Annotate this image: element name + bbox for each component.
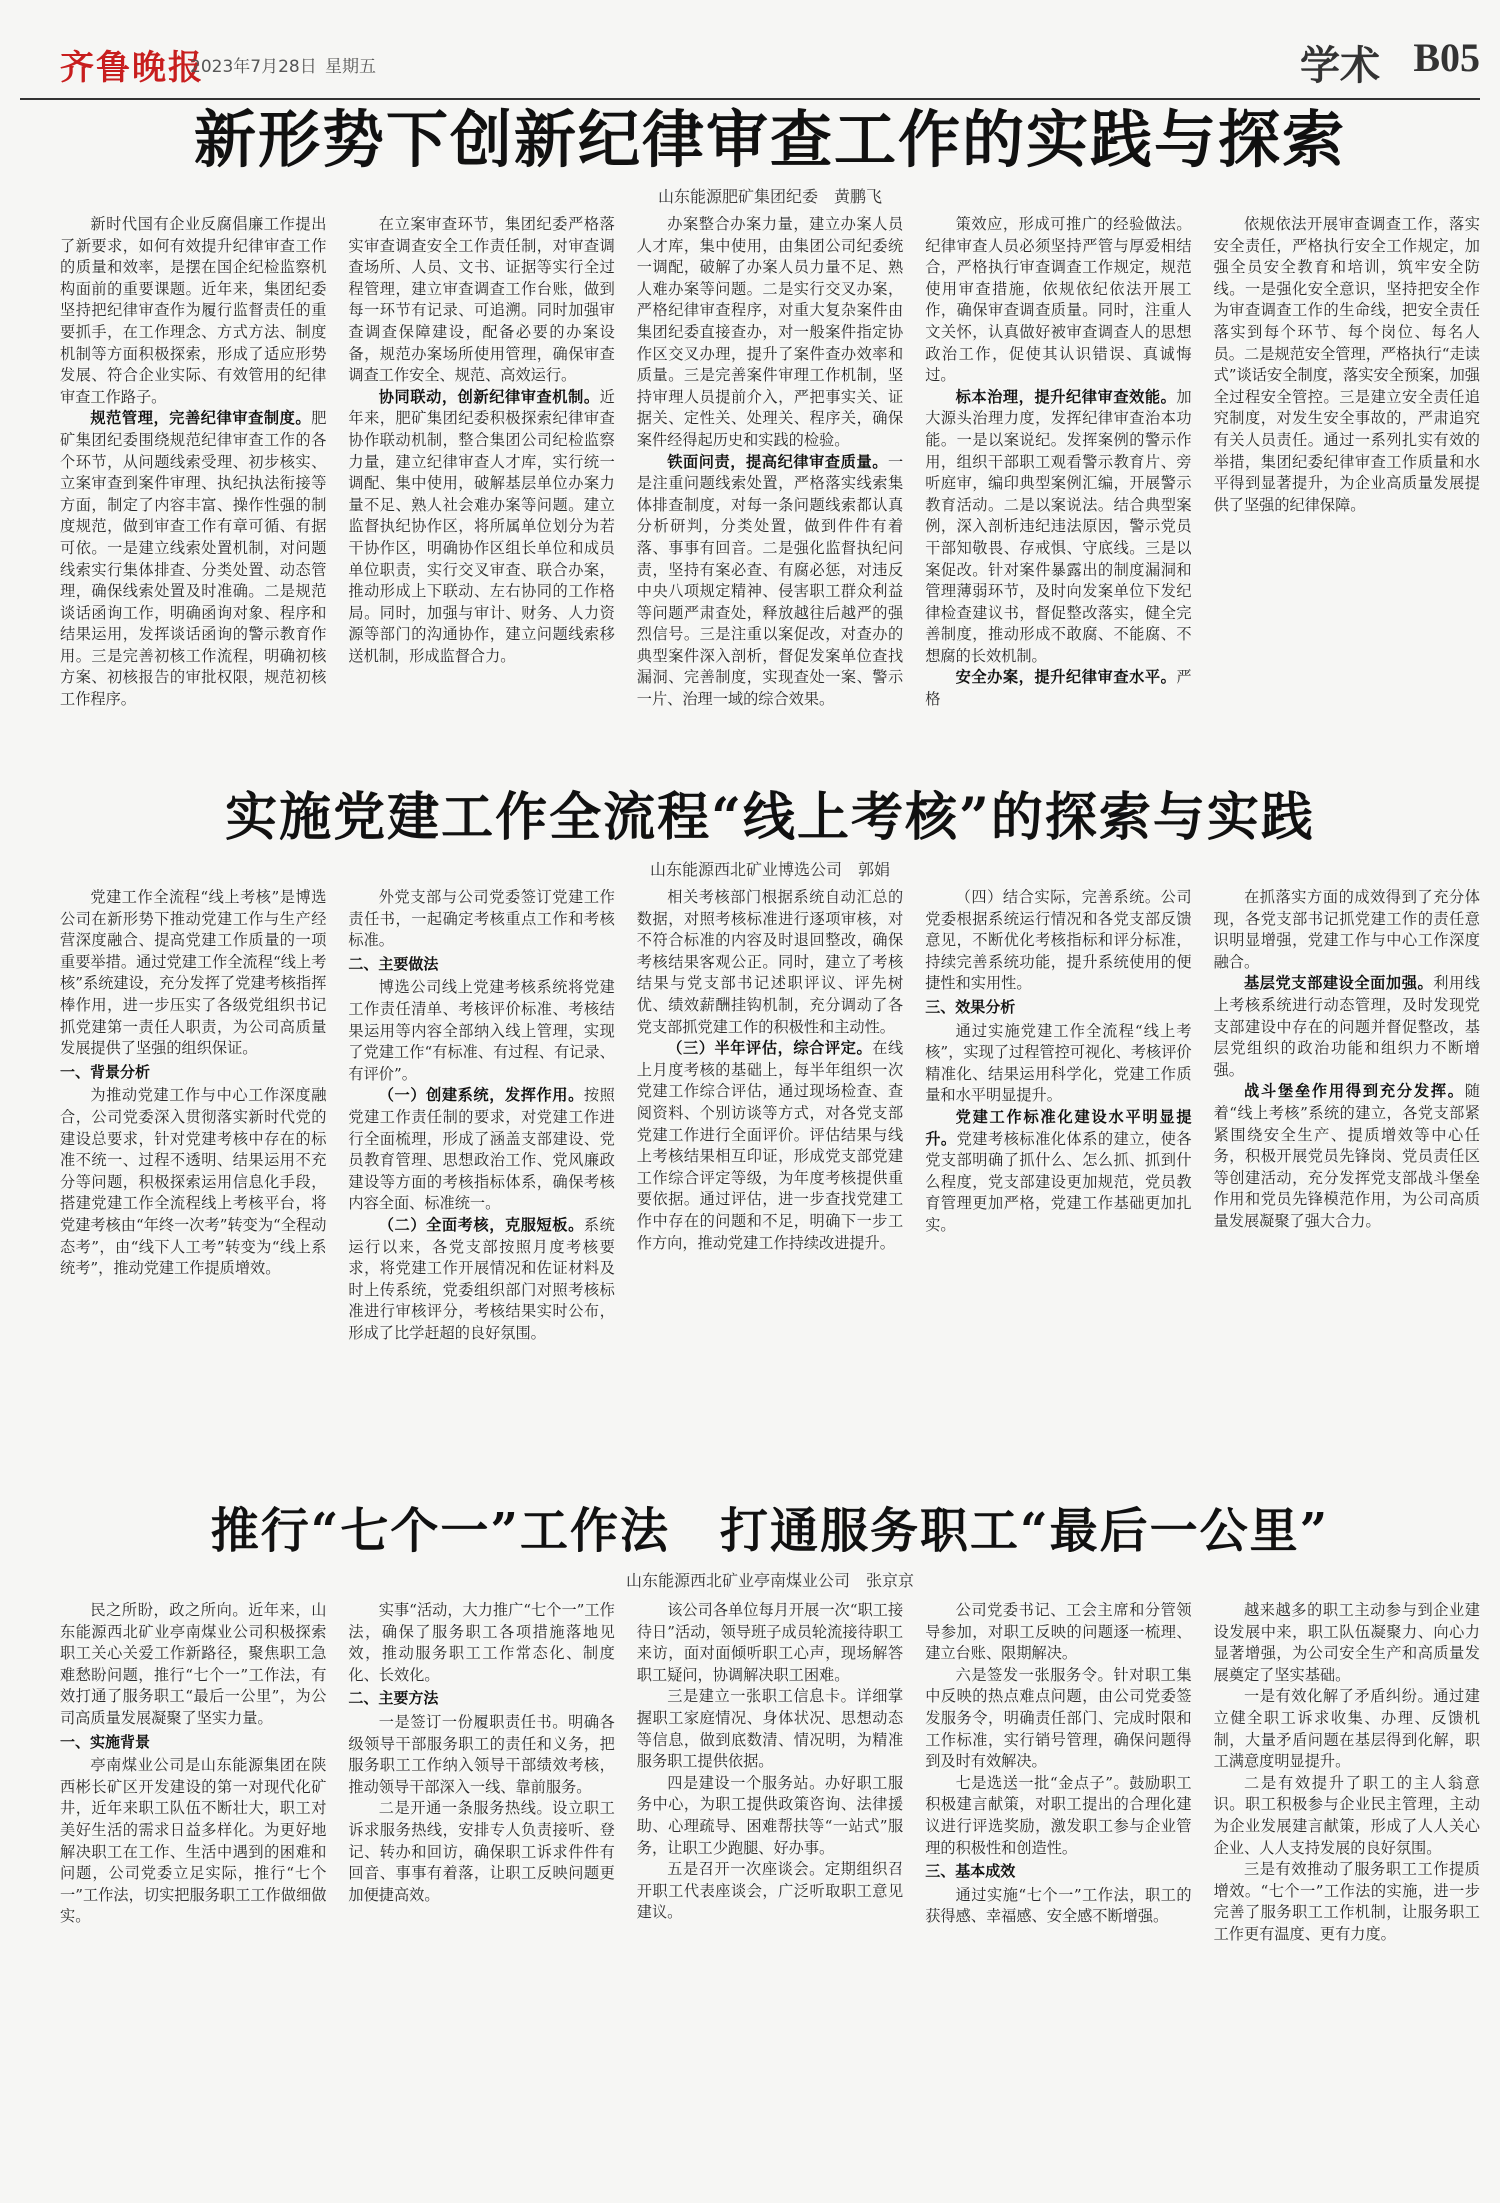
article-columns — [60, 1600, 1480, 2190]
paragraph — [637, 1600, 903, 1686]
paragraph — [60, 1600, 326, 1730]
paragraph-body: 越来越多的职工主动参与到企业建设发展中来，职工队伍凝聚力、向心力显著增强，为公司安全生产和高质量发展奠定了坚实基础。 — [1213, 1601, 1480, 1684]
paragraph — [1214, 214, 1480, 516]
text-column — [1214, 214, 1480, 874]
paragraph-body: 三是有效推动了服务职工工作提质增效。“七个一”工作法的实施，进一步完善了服务职工工作机制，让服务职工工作更有温度、更有力度。 — [1213, 1860, 1480, 1943]
article-columns — [60, 214, 1480, 874]
paragraph — [637, 1859, 903, 1924]
paragraph-body: 七是选送一批“金点子”。鼓励职工积极建言献策，对职工提出的合理化建议进行评选奖励，激发职工参与企业管理的积极性和创造性。 — [925, 1773, 1192, 1857]
paragraph-lead: （一）创建系统，发挥作用。 — [378, 1086, 584, 1105]
paragraph-lead: 基层党支部建设全面加强。 — [1243, 974, 1434, 993]
paragraph-lead: 规范管理，完善纪律审查制度。 — [90, 409, 312, 428]
paragraph-lead: （三）半年评估，综合评定。 — [667, 1039, 873, 1058]
paragraph — [348, 1798, 614, 1906]
paragraph — [637, 887, 903, 1038]
section-heading: 二、主要方法 — [348, 1689, 439, 1708]
paragraph-body: 党建工作全流程“线上考核”是博选公司在新形势下推动党建工作与生产经营深度融合、提高党建工作质量的一项重要举措。通过党建工作全流程“线上考核”系统建设，充分发挥了党建考核指挥棒作用，进一步压实了各级党组织书记抓党建第一责任人职责，为公司高质量发展提供了坚强的组织保证。 — [60, 888, 327, 1058]
paragraph — [1214, 1686, 1480, 1772]
paragraph — [925, 214, 1191, 387]
article-byline: 山东能源西北矿业博选公司 郭娟 — [649, 860, 890, 879]
text-column — [925, 887, 1191, 1467]
paragraph-body: 博选公司线上党建考核系统将党建工作责任清单、考核评价标准、考核结果运用等内容全部纳入线上管理，实现了党建工作“有标准、有过程、有记录、有评价”。 — [348, 978, 615, 1083]
text-column — [348, 1600, 614, 2190]
paragraph — [925, 1107, 1191, 1237]
article-online-assessment — [60, 785, 1480, 1485]
paragraph — [348, 387, 614, 668]
paragraph — [60, 1085, 326, 1279]
paragraph-body: 系统运行以来，各党支部按照月度考核要求，将党建工作开展情况和佐证材料及时上传系统，党委组织部门对照考核标准进行审核评分，考核结果实时公布，形成了比学赶超的良好氛围。 — [348, 1215, 615, 1342]
paragraph — [925, 1885, 1191, 1928]
paragraph — [348, 1215, 614, 1345]
paragraph — [925, 1021, 1191, 1107]
section-name: 学术 — [1300, 42, 1380, 89]
paragraph-body: 实事“活动，大力推广“七个一”工作法，确保了服务职工各项措施落地见效，推动服务职工工作常态化、制度化、长效化。 — [348, 1601, 615, 1684]
paragraph — [348, 1085, 614, 1215]
paragraph-body: 党建考核标准化体系的建立，使各党支部明确了抓什么、怎么抓、抓到什么程度，党支部建设更加规范，党员教育管理更加严格，党建工作基础更加扎实。 — [925, 1129, 1192, 1234]
paragraph-lead: 标本治理，提升纪律审查效能。 — [955, 387, 1177, 406]
paragraph — [925, 1600, 1191, 1665]
paragraph-body: 三是建立一张职工信息卡。详细掌握职工家庭情况、身体状况、思想动态等信息，做到底数清、情况明，为精准服务职工提供依据。 — [636, 1687, 904, 1771]
paragraph — [1214, 973, 1480, 1081]
paragraph-body: 一是有效化解了矛盾纠纷。通过建立健全职工诉求收集、办理、反馈机制，大量矛盾问题在基层得到化解，职工满意度明显提升。 — [1213, 1687, 1480, 1771]
paragraph — [348, 214, 614, 387]
paragraph — [60, 887, 326, 1060]
paragraph-body: 公司党委书记、工会主席和分管领导参加，对职工反映的问题逐一梳理、建立台账、限期解决。 — [925, 1601, 1192, 1663]
paragraph-body: （四）结合实际，完善系统。公司党委根据系统运行情况和各党支部反馈意见，不断优化考核指标和评分标准，持续完善系统功能，提升系统使用的便捷性和实用性。 — [925, 888, 1192, 993]
article-headline: 新形势下创新纪律审查工作的实践与探索 — [193, 103, 1346, 176]
section-heading: 二、主要做法 — [348, 954, 439, 973]
article-byline: 山东能源西北矿业亭南煤业公司 张京京 — [625, 1571, 914, 1590]
section-heading: 一、实施背景 — [60, 1732, 151, 1751]
text-column — [60, 887, 326, 1467]
text-column — [637, 1600, 903, 2190]
paragraph — [637, 452, 903, 711]
paragraph-body: 在线上月度考核的基础上，每半年组织一次党建工作综合评估，通过现场检查、查阅资料、个别访谈等方式，对各党支部党建工作进行全面评价。评估结果与线上考核结果相互印证，形成党支部党建工作综合评定等级，为年度考核提供重要依据。通过评估，进一步查找党建工作中存在的问题和不足，明确下一步工作方向，推动党建工作持续改进提升。 — [636, 1039, 904, 1252]
issue-date: 2023年7月28日 — [190, 57, 317, 77]
article-headline: 实施党建工作全流程“线上考核”的探索与实践 — [225, 787, 1315, 848]
paragraph — [925, 387, 1191, 668]
paragraph-body: 随着“线上考核”系统的建立，各党支部紧紧围绕安全生产、提质增效等中心任务，积极开展党员先锋岗、党员责任区等创建活动，充分发挥党支部战斗堡垒作用和党员先锋模范作用，为公司高质量发展凝聚了强大合力。 — [1213, 1082, 1480, 1230]
section-heading: 三、效果分析 — [925, 997, 1016, 1016]
paragraph-body: 为推动党建工作与中心工作深度融合，公司党委深入贯彻落实新时代党的建设总要求，针对党建考核中存在的标准不统一、过程不透明、结果运用不充分等问题，积极探索运用信息化手段，搭建党建工作全流程线上考核平台，将党建考核由“年终一次考”转变为“全程动态考”，由“线下人工考”转变为“线上系统考”，推动党建工作提质增效。 — [60, 1086, 327, 1278]
masthead-logo: 齐鲁晚报 — [60, 48, 204, 88]
paragraph-body: 二是有效提升了职工的主人翁意识。职工积极参与企业民主管理，主动为企业发展建言献策，形成了人人关心企业、人人支持发展的良好氛围。 — [1213, 1773, 1480, 1857]
paragraph-body: 亭南煤业公司是山东能源集团在陕西彬长矿区开发建设的第一对现代化矿井，近年来职工队伍不断壮大，职工对美好生活的需求日益多样化。为更好地解决职工在工作、生活中遇到的困难和问题，公司党委立足实际，推行“七个一”工作法，切实把服务职工工作做细做实。 — [60, 1756, 327, 1926]
paragraph-body: 六是签发一张服务令。针对职工集中反映的热点难点问题，由公司党委签发服务令，明确责任部门、完成时限和工作标准，实行销号管理，确保问题得到及时有效解决。 — [925, 1665, 1192, 1771]
paragraph-body: 在抓落实方面的成效得到了充分体现，各党支部书记抓党建工作的责任意识明显增强，党建工作与中心工作深度融合。 — [1213, 888, 1480, 971]
paragraph-lead: 安全办案，提升纪律审查水平。 — [955, 668, 1177, 687]
paragraph-body: 策效应，形成可推广的经验做法。纪律审查人员必须坚持严管与厚爱相结合，严格执行审查调查工作规定，规范使用审查措施，依规依纪依法开展工作，确保审查调查质量。同时，注重人文关怀，认真做好被审查调查人的思想政治工作，促使其认识错误、真诚悔过。 — [925, 215, 1192, 385]
paragraph-body: 通过实施“七个一”工作法，职工的获得感、幸福感、安全感不断增强。 — [925, 1885, 1192, 1926]
paragraph-body: 一是注重问题线索处置，严格落实线索集体排查制度，对每一条问题线索都认真分析研判，分类处置，做到件件有着落、事事有回音。二是强化监督执纪问责，坚持有案必查、有腐必惩，对违反中央八项规定精神、侵害职工群众利益等问题严肃查处，释放越往后越严的强烈信号。三是注重以案促改，对查办的典型案件深入剖析，督促发案单位查找漏洞、完善制度，实现查处一案、警示一片、治理一域的综合效果。 — [636, 452, 904, 709]
paragraph-lead: （二）全面考核，克服短板。 — [378, 1215, 584, 1234]
paragraph — [1214, 1081, 1480, 1232]
paragraph-body: 加大源头治理力度，发挥纪律审查治本功能。一是以案说纪。发挥案例的警示作用，组织干部职工观看警示教育片、旁听庭审，编印典型案例汇编，开展警示教育活动。二是以案说法。结合典型案例，深入剖析违纪违法原因，警示党员干部知敬畏、存戒惧、守底线。三是以案促改。针对案件暴露出的制度漏洞和管理薄弱环节，及时向发案单位下发纪律检查建议书，督促整改落实，健全完善制度，推动形成不敢腐、不能腐、不想腐的长效机制。 — [925, 387, 1192, 665]
text-column — [60, 1600, 326, 2190]
text-column — [637, 214, 903, 874]
text-column — [1214, 1600, 1480, 2190]
paragraph — [348, 977, 614, 1085]
paragraph — [637, 1686, 903, 1772]
text-column — [1214, 887, 1480, 1467]
paragraph — [637, 1038, 903, 1254]
paragraph — [1214, 1859, 1480, 1945]
paragraph-body: 该公司各单位每月开展一次“职工接待日”活动，领导班子成员轮流接待职工来访，面对面倾听职工心声，现场解答职工疑问，协调解决职工困难。 — [636, 1601, 904, 1684]
text-column — [925, 214, 1191, 874]
paragraph-lead: 党建工作标准化建设水平明显提升。 — [925, 1107, 1192, 1148]
paragraph — [348, 887, 614, 952]
article-discipline-review — [60, 102, 1480, 792]
paragraph — [637, 214, 903, 452]
paragraph — [1214, 887, 1480, 973]
paragraph — [925, 1665, 1191, 1773]
paragraph-body: 办案整合办案力量，建立办案人员人才库，集中使用，由集团公司纪委统一调配，破解了办案人员力量不足、熟人难办案等问题。二是实行交叉办案，严格纪律审查程序，对重大复杂案件由集团纪委直接查办，对一般案件指定协作区交叉办理，提升了案件查办效率和质量。三是完善案件审理工作机制，坚持审理人员提前介入，严把事实关、证据关、定性关、处理关、程序关，确保案件经得起历史和实践的检验。 — [636, 215, 904, 449]
article-headline: 推行“七个一”工作法 打通服务职工“最后一公里” — [210, 1503, 1330, 1559]
paragraph-body: 二是开通一条服务热线。设立职工诉求服务热线，安排专人负责接听、登记、转办和回访，确保职工诉求件件有回音、事事有着落，让职工反映问题更加便捷高效。 — [348, 1799, 615, 1904]
article-columns — [60, 887, 1480, 1467]
paragraph — [60, 1755, 326, 1928]
paragraph-body: 四是建设一个服务站。办好职工服务中心，为职工提供政策咨询、法律援助、心理疏导、困难帮扶等“一站式”服务，让职工少跑腿、好办事。 — [636, 1773, 904, 1857]
text-column — [348, 887, 614, 1467]
paragraph-body: 一是签订一份履职责任书。明确各级领导干部服务职工的责任和义务，把服务职工工作纳入领导干部绩效考核，推动领导干部深入一线、靠前服务。 — [348, 1712, 615, 1796]
paragraph-body: 民之所盼，政之所向。近年来，山东能源西北矿业亭南煤业公司积极探索职工关心关爱工作新路径，聚焦职工急难愁盼问题，推行“七个一”工作法，有效打通了服务职工“最后一公里”，为公司高质量发展凝聚了坚实力量。 — [60, 1601, 327, 1727]
paragraph — [348, 1712, 614, 1798]
paragraph-body: 按照党建工作责任制的要求，对党建工作进行全面梳理，形成了涵盖支部建设、党员教育管理、思想政治工作、党风廉政建设等方面的考核指标体系，确保考核内容全面、标准统一。 — [348, 1086, 615, 1213]
paragraph-lead: 战斗堡垒作用得到充分发挥。 — [1243, 1082, 1465, 1101]
section-heading: 三、基本成效 — [925, 1862, 1016, 1881]
paragraph-body: 五是召开一次座谈会。定期组织召开职工代表座谈会，广泛听取职工意见建议。 — [636, 1860, 904, 1922]
paragraph — [60, 408, 326, 710]
paragraph-body: 新时代国有企业反腐倡廉工作提出了新要求，如何有效提升纪律审查工作的质量和效率，是摆在国企纪检监察机构面前的重要课题。近年来，集团纪委坚持把纪律审查作为履行监督责任的重要抓手，在工作理念、方式方法、制度机制等方面积极探索，形成了适应形势发展、符合企业实际、有效管用的纪律审查工作路子。 — [60, 215, 327, 406]
article-byline: 山东能源肥矿集团纪委 黄鹏飞 — [657, 187, 882, 206]
paragraph — [925, 667, 1191, 710]
paragraph-body: 肥矿集团纪委围绕规范纪律审查工作的各个环节，从问题线索受理、初步核实、立案审查到案件审理、执纪执法衔接等方面，制定了内容丰富、操作性强的制度规范，做到审查工作有章可循、有据可依。一是建立线索处置机制，对问题线索实行集体排查、分类处置、动态管理，确保线索处置及时准确。二是规范谈话函询工作，明确函询对象、程序和结果运用，发挥谈话函询的警示教育作用。三是完善初核工作流程，明确初核方案、初核报告的审批权限，规范初核工作程序。 — [60, 409, 327, 709]
text-column — [637, 887, 903, 1467]
paragraph-body: 依规依法开展审查调查工作，落实安全责任，严格执行安全工作规定，加强全员安全教育和培训，筑牢安全防线。一是强化安全意识，坚持把安全作为审查调查工作的生命线，把安全责任落实到每个环节、每个岗位、每名人员。二是规范安全管理，严格执行“走读式”谈话安全制度，落实安全预案，加强全过程安全管控。三是建立安全责任追究制度，对发生安全事故的，严肃追究有关人员责任。通过一系列扎实有效的举措，集团纪委纪律审查工作质量和水平得到显著提升，为企业高质量发展提供了坚强的纪律保障。 — [1213, 215, 1480, 514]
paragraph-body: 通过实施党建工作全流程“线上考核”，实现了过程管控可视化、考核评价精准化、结果运用科学化，党建工作质量和水平明显提升。 — [925, 1021, 1192, 1105]
paragraph — [1214, 1773, 1480, 1859]
paragraph-body: 近年来，肥矿集团纪委积极探索纪律审查协作联动机制，整合集团公司纪检监察力量，建立纪律审查人才库，实行统一调配、集中使用，破解基层单位办案力量不足、熟人社会难办案等问题。建立监督执纪协作区，将所属单位划分为若干协作区，明确协作区组长单位和成员单位职责，实行交叉审查、联合办案，推动形成上下联动、左右协同的工作格局。同时，加强与审计、财务、人力资源等部门的沟通协作，建立问题线索移送机制，形成监督合力。 — [348, 387, 615, 665]
paragraph — [60, 214, 326, 408]
paragraph-body: 外党支部与公司党委签订党建工作责任书，一起确定考核重点工作和考核标准。 — [348, 888, 615, 950]
text-column — [348, 214, 614, 874]
section-heading: 一、背景分析 — [60, 1062, 151, 1081]
header-divider — [20, 98, 1480, 100]
text-column — [60, 214, 326, 874]
paragraph — [348, 1600, 614, 1686]
article-seven-ones — [60, 1500, 1480, 2203]
paragraph — [925, 1773, 1191, 1859]
paragraph-body: 相关考核部门根据系统自动汇总的数据，对照考核标准进行逐项审核，对不符合标准的内容及时退回整改，确保考核结果客观公正。同时，建立了考核结果与党支部书记述职评议、评先树优、绩效薪酬挂钩机制，充分调动了各党支部抓党建工作的积极性和主动性。 — [636, 888, 904, 1036]
paragraph-lead: 协同联动，创新纪律审查机制。 — [378, 387, 600, 406]
paragraph — [637, 1773, 903, 1859]
text-column — [925, 1600, 1191, 2190]
paragraph-body: 严格 — [925, 668, 1192, 709]
paragraph-lead: 铁面问责，提高纪律审查质量。 — [667, 452, 888, 471]
page-number: B05 — [1413, 35, 1480, 80]
paragraph-body: 利用线上考核系统进行动态管理，及时发现党支部建设中存在的问题并督促整改，基层党组织的政治功能和组织力不断增强。 — [1213, 974, 1480, 1079]
paragraph-body: 在立案审查环节，集团纪委严格落实审查调查安全工作责任制，对审查调查场所、人员、文书、证据等实行全过程管理，建立审查调查工作台账，做到每一环节有记录、可追溯。同时加强审查调查保障建设，配备必要的办案设备，规范办案场所使用管理，确保审查调查工作安全、规范、高效运行。 — [348, 215, 615, 385]
issue-weekday: 星期五 — [325, 57, 376, 77]
paragraph — [1214, 1600, 1480, 1686]
paragraph — [925, 887, 1191, 995]
